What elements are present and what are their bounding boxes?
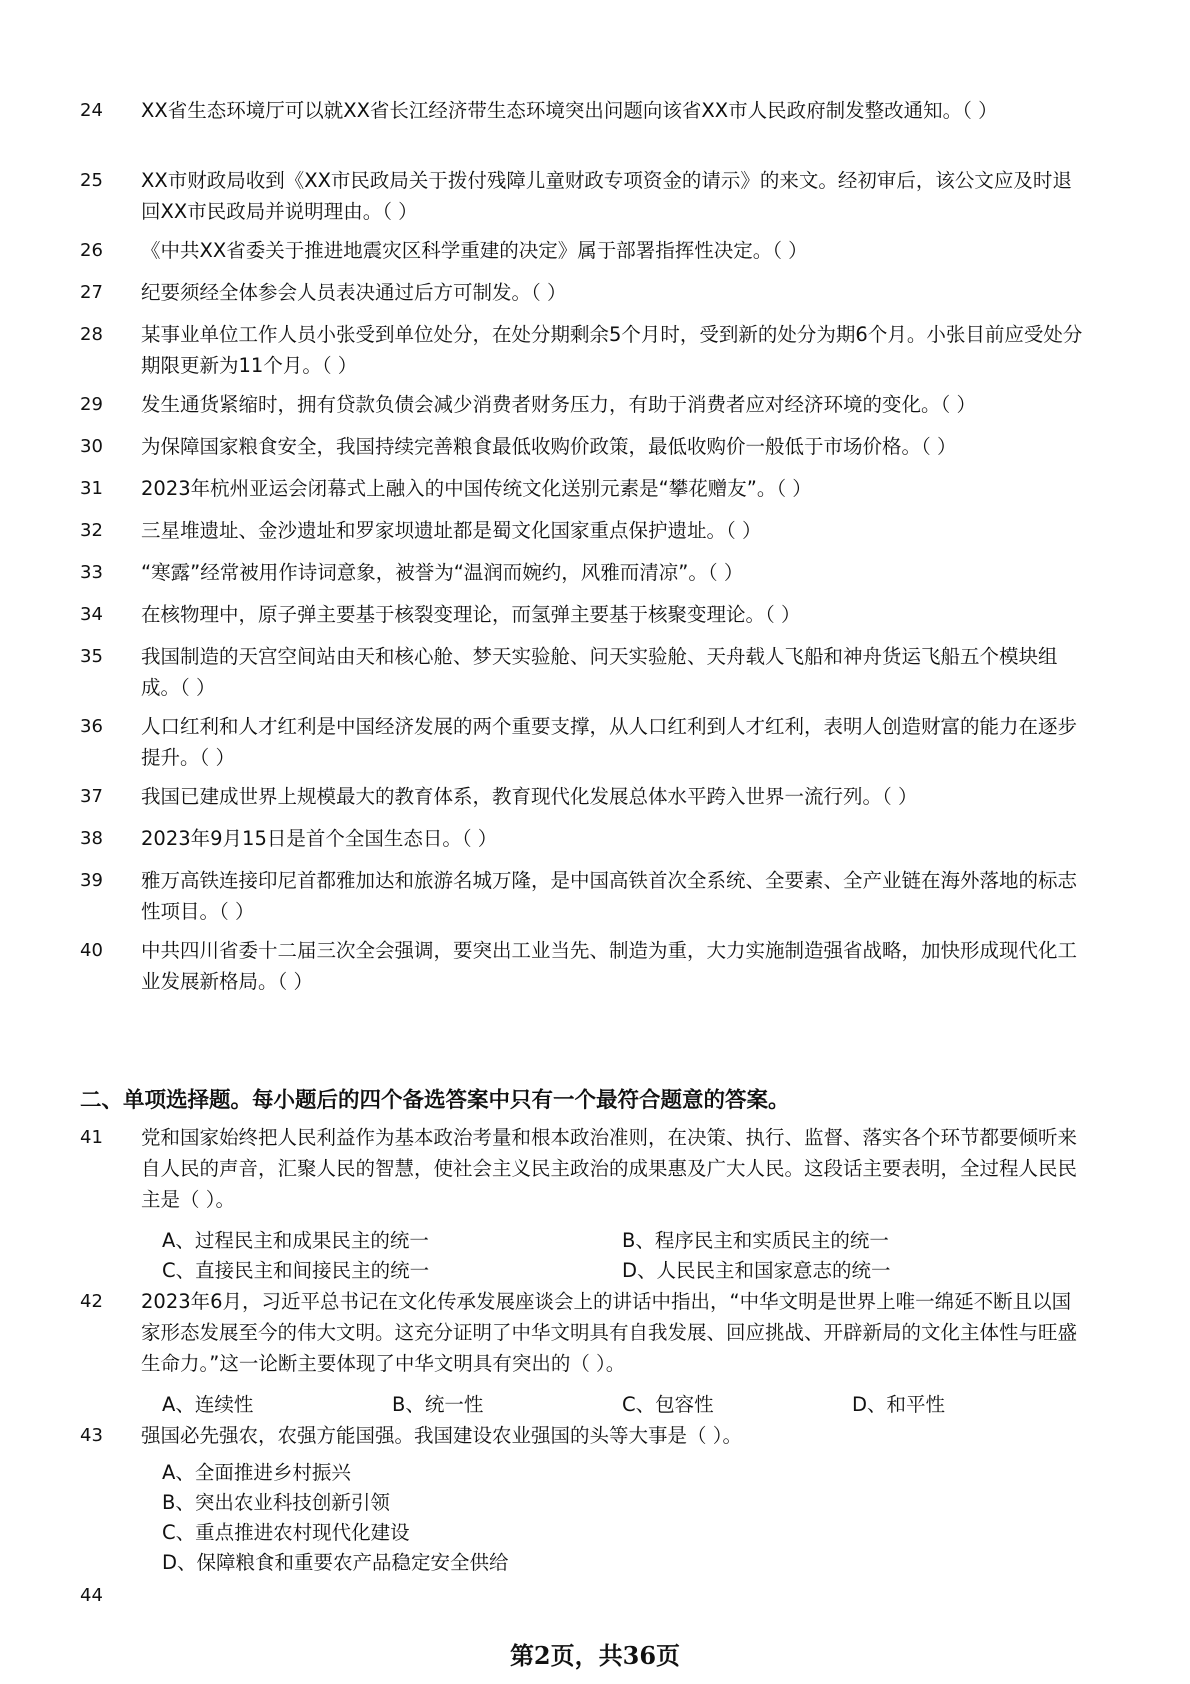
- section-heading: 二、单项选择题。每小题后的四个备选答案中只有一个最符合题意的答案。: [80, 1088, 790, 1113]
- question-number: 26: [80, 240, 103, 261]
- question-number: 37: [80, 786, 103, 807]
- question-27: [80, 277, 1090, 308]
- question-37: [80, 781, 1090, 812]
- question-number: 40: [80, 940, 103, 961]
- question-number: 42: [80, 1291, 103, 1312]
- option-b: B、程序民主和实质民主的统一: [622, 1229, 889, 1252]
- question-24: [80, 95, 1090, 126]
- question-number: 33: [80, 562, 103, 583]
- question-text: 人口红利和人才红利是中国经济发展的两个重要支撑，从人口红利到人才红利，表明人创造财富的能力在逐步提升。（ ）: [141, 715, 1078, 769]
- question-43: [80, 1420, 1090, 1451]
- options-43: [162, 1458, 1082, 1578]
- question-number: 43: [80, 1425, 103, 1446]
- question-text: 为保障国家粮食安全，我国持续完善粮食最低收购价政策，最低收购价一般低于市场价格。（ ）: [141, 435, 957, 458]
- question-text: 某事业单位工作人员小张受到单位处分，在处分期剩余5个月时，受到新的处分为期6个月。小张目前应受处分期限更新为11个月。（ ）: [141, 323, 1083, 377]
- question-number: 38: [80, 828, 103, 849]
- question-number: 25: [80, 170, 103, 191]
- question-26: [80, 235, 1090, 266]
- question-text: 发生通货紧缩时，拥有贷款负债会减少消费者财务压力，有助于消费者应对经济环境的变化。（ ）: [141, 393, 976, 416]
- question-35: [80, 641, 1090, 703]
- question-32: [80, 515, 1090, 546]
- question-number: 31: [80, 478, 103, 499]
- question-text: 2023年9月15日是首个全国生态日。（ ）: [141, 827, 498, 850]
- question-text: 党和国家始终把人民利益作为基本政治考量和根本政治准则，在决策、执行、监督、落实各个环节都要倾听来自人民的声音，汇聚人民的智慧，使社会主义民主政治的成果惠及广大人民。这段话主要表明，全过程人民民主是（ ）。: [141, 1126, 1078, 1211]
- question-text: XX市财政局收到《XX市民政局关于拨付残障儿童财政专项资金的请示》的来文。经初审后，该公文应及时退回XX市民政局并说明理由。（ ）: [141, 169, 1072, 223]
- question-42: [80, 1286, 1090, 1379]
- question-text: 雅万高铁连接印尼首都雅加达和旅游名城万隆，是中国高铁首次全系统、全要素、全产业链在海外落地的标志性项目。（ ）: [141, 869, 1078, 923]
- question-38: [80, 823, 1090, 854]
- question-text: 强国必先强农，农强方能国强。我国建设农业强国的头等大事是（ ）。: [141, 1424, 742, 1447]
- question-number: 44: [80, 1585, 103, 1606]
- question-text: 我国制造的天宫空间站由天和核心舱、梦天实验舱、问天实验舱、天舟载人飞船和神舟货运飞船五个模块组成。（ ）: [141, 645, 1058, 699]
- question-41: [80, 1122, 1090, 1215]
- question-number: 29: [80, 394, 103, 415]
- option-b: B、突出农业科技创新引领: [162, 1491, 390, 1514]
- option-b: B、统一性: [392, 1393, 484, 1416]
- question-number: 35: [80, 646, 103, 667]
- question-31: [80, 473, 1090, 504]
- question-36: [80, 711, 1090, 773]
- question-text: XX省生态环境厅可以就XX省长江经济带生态环境突出问题向该省XX市人民政府制发整改通知。（ ）: [141, 99, 998, 122]
- question-28: [80, 319, 1090, 381]
- question-text: 在核物理中，原子弹主要基于核裂变理论，而氢弹主要基于核聚变理论。（ ）: [141, 603, 801, 626]
- option-c: C、包容性: [622, 1393, 714, 1416]
- question-33: [80, 557, 1090, 588]
- question-number: 32: [80, 520, 103, 541]
- question-number: 41: [80, 1127, 103, 1148]
- question-number: 24: [80, 100, 103, 121]
- question-number: 39: [80, 870, 103, 891]
- question-34: [80, 599, 1090, 630]
- question-40: [80, 935, 1090, 997]
- question-text: 2023年杭州亚运会闭幕式上融入的中国传统文化送别元素是“攀花赠友”。（ ）: [141, 477, 812, 500]
- options-41: [162, 1226, 1082, 1286]
- question-text: 纪要须经全体参会人员表决通过后方可制发。（ ）: [141, 281, 567, 304]
- page-footer: 第2页，共36页: [509, 1641, 681, 1670]
- question-text: 中共四川省委十二届三次全会强调，要突出工业当先、制造为重，大力实施制造强省战略，加快形成现代化工业发展新格局。（ ）: [141, 939, 1078, 993]
- option-c: C、重点推进农村现代化建设: [162, 1521, 410, 1544]
- question-number: 34: [80, 604, 103, 625]
- question-text: 2023年6月，习近平总书记在文化传承发展座谈会上的讲话中指出，“中华文明是世界上唯一绵延不断且以国家形态发展至今的伟大文明。这充分证明了中华文明具有自我发展、回应挑战、开辟新局的文化主体性与旺盛生命力。”这一论断主要体现了中华文明具有突出的（ ）。: [141, 1290, 1078, 1375]
- option-d: D、人民民主和国家意志的统一: [622, 1259, 891, 1282]
- question-number: 27: [80, 282, 103, 303]
- question-30: [80, 431, 1090, 462]
- option-d: D、保障粮食和重要农产品稳定安全供给: [162, 1551, 509, 1574]
- question-39: [80, 865, 1090, 927]
- question-number: 28: [80, 324, 103, 345]
- question-text: “寒露”经常被用作诗词意象，被誉为“温润而婉约，风雅而清凉”。（ ）: [141, 561, 744, 584]
- question-number: 36: [80, 716, 103, 737]
- question-text: 《中共XX省委关于推进地震灾区科学重建的决定》属于部署指挥性决定。（ ）: [141, 239, 808, 262]
- question-29: [80, 389, 1090, 420]
- question-25: [80, 165, 1090, 227]
- option-c: C、直接民主和间接民主的统一: [162, 1259, 430, 1282]
- option-a: A、连续性: [162, 1393, 254, 1416]
- question-text: 我国已建成世界上规模最大的教育体系，教育现代化发展总体水平跨入世界一流行列。（ ）: [141, 785, 918, 808]
- option-a: A、全面推进乡村振兴: [162, 1461, 351, 1484]
- options-42: [162, 1390, 1082, 1420]
- question-text: 三星堆遗址、金沙遗址和罗家坝遗址都是蜀文化国家重点保护遗址。（ ）: [141, 519, 762, 542]
- question-number: 30: [80, 436, 103, 457]
- option-d: D、和平性: [852, 1393, 946, 1416]
- option-a: A、过程民主和成果民主的统一: [162, 1229, 429, 1252]
